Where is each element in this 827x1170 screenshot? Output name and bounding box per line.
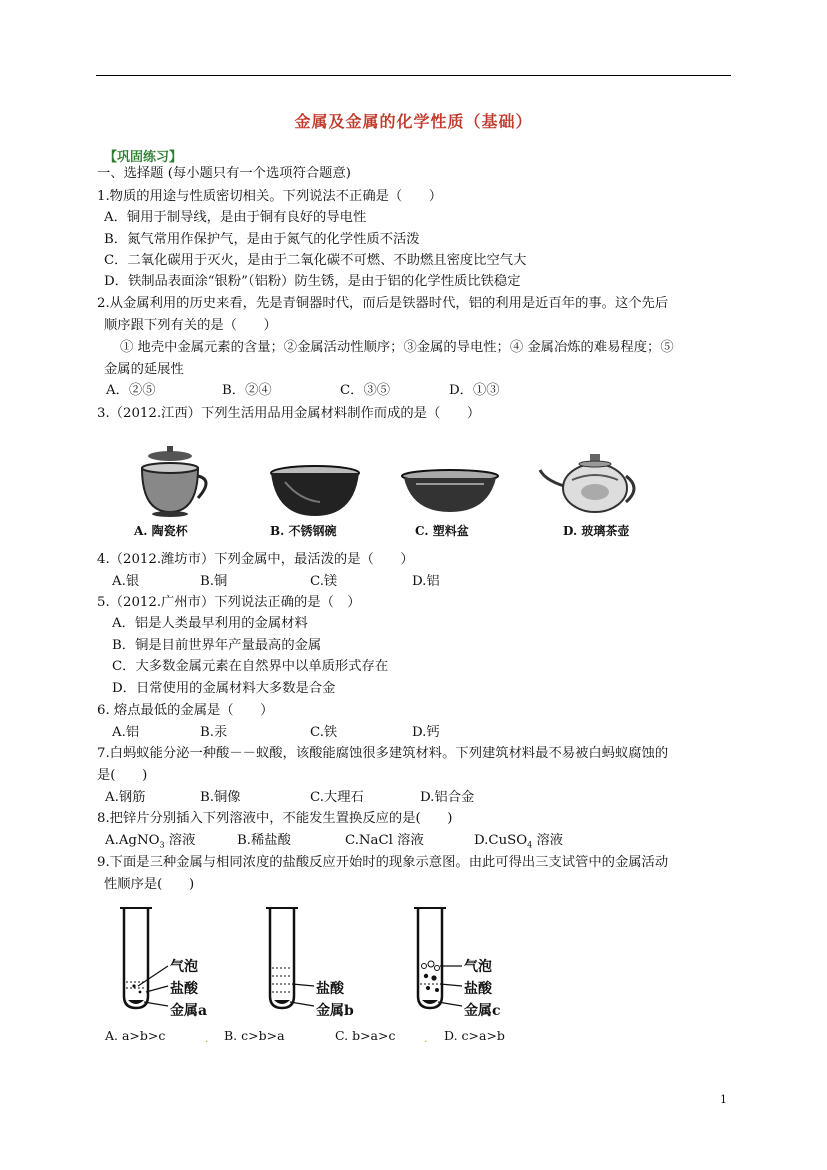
q7-option-a: A.钢筋 <box>105 790 146 805</box>
q1-option-d: D．铁制品表面涂“银粉”（铝粉）防生锈，是由于铝的化学性质比铁稳定 <box>104 274 521 289</box>
tube-a-metal-label: 金属a <box>170 1003 208 1019</box>
decorative-dot: . <box>424 1032 428 1045</box>
decorative-dot: . <box>205 1032 209 1045</box>
q5-option-d: D．日常使用的金属材料大多数是合金 <box>112 681 336 696</box>
tube-c-metal-label: 金属c <box>464 1003 501 1019</box>
q5-option-b: B．铜是目前世界年产量最高的金属 <box>112 638 322 653</box>
q7-option-d: D.铝合金 <box>420 790 475 805</box>
part-heading: 一、选择题 (每小题只有一个选项符合题意) <box>97 166 351 181</box>
page-number: 1 <box>720 1093 727 1106</box>
test-tube-c <box>414 908 462 1008</box>
q7-option-b: B.铜像 <box>200 790 241 805</box>
q2-option-b: B．②④ <box>222 383 272 398</box>
q1-option-a: A．铜用于制导线，是由于铜有良好的导电性 <box>104 210 367 225</box>
q3-caption-c: C. 塑料盆 <box>415 524 469 538</box>
q2-list-line1: ① 地壳中金属元素的含量；②金属活动性顺序；③金属的导电性；④ 金属冶炼的难易程度；⑤ <box>120 340 674 355</box>
header-rule <box>96 75 731 76</box>
test-tube-a <box>120 908 168 1008</box>
q8-option-b: B.稀盐酸 <box>237 833 291 848</box>
q9-option-a: A. a>b>c <box>105 1028 166 1043</box>
q9-stem-line2: 性顺序是( ) <box>104 877 195 892</box>
q1-stem: 1.物质的用途与性质密切相关。下列说法不正确是（ ） <box>97 189 443 204</box>
q5-option-a: A．铝是人类最早利用的金属材料 <box>112 616 308 631</box>
q5-stem: 5.（2012.广州市）下列说法正确的是（ ） <box>97 595 361 610</box>
q3-items-illustration <box>120 440 660 520</box>
q3-caption-b: B. 不锈钢碗 <box>270 524 337 538</box>
q1-option-c: C．二氧化碳用于灭火，是由于二氧化碳不可燃、不助燃且密度比空气大 <box>104 253 527 268</box>
q9-option-b: B. c>b>a <box>224 1028 285 1043</box>
q4-option-a: A.银 <box>112 574 140 589</box>
plastic-basin-icon <box>402 470 498 512</box>
page-title: 金属及金属的化学性质（基础） <box>294 112 533 131</box>
q2-option-d: D．①③ <box>449 383 500 398</box>
test-tube-b <box>266 908 314 1008</box>
q4-stem: 4.（2012.潍坊市）下列金属中，最活泼的是（ ） <box>97 552 414 567</box>
q7-stem-line1: 7.白蚂蚁能分泌一种酸－－蚁酸，该酸能腐蚀很多建筑材料。下列建筑材料最不易被白蚂蚁腐蚀的 <box>97 746 669 761</box>
q3-caption-d: D. 玻璃茶壶 <box>563 524 630 538</box>
q6-option-c: C.铁 <box>310 725 338 740</box>
tube-a-acid-label: 盐酸 <box>170 981 198 997</box>
steel-bowl-icon <box>271 466 359 516</box>
tube-c-bubble-label: 气泡 <box>464 959 492 975</box>
q9-option-c: C. b>a>c <box>335 1028 396 1043</box>
q6-stem: 6. 熔点最低的金属是（ ） <box>97 703 274 718</box>
q6-option-b: B.汞 <box>200 725 228 740</box>
q9-stem-line1: 9.下面是三种金属与相同浓度的盐酸反应开始时的现象示意图。由此可得出三支试管中的金属活动 <box>97 855 669 870</box>
q8-option-a: A.AgNO$_3$ 溶液 <box>105 833 196 850</box>
tube-a-bubble-label: 气泡 <box>170 959 198 975</box>
q6-option-d: D.钙 <box>412 725 440 740</box>
q8-stem: 8.把锌片分别插入下列溶液中，不能发生置换反应的是( ) <box>97 811 453 826</box>
q2-stem-line2: 顺序跟下列有关的是（ ） <box>104 318 277 333</box>
q8-option-d: D.CuSO$_4$ 溶液 <box>474 833 564 850</box>
tube-b-acid-label: 盐酸 <box>316 981 344 997</box>
q8-option-c: C.NaCl 溶液 <box>345 833 424 848</box>
q7-option-c: C.大理石 <box>310 790 364 805</box>
q3-caption-a: A. 陶瓷杯 <box>134 524 188 538</box>
tube-b-metal-label: 金属b <box>316 1003 354 1019</box>
q2-option-c: C．③⑤ <box>340 383 391 398</box>
q9-option-d: D. c>a>b <box>444 1028 505 1043</box>
q2-option-a: A．②⑤ <box>106 383 156 398</box>
q5-option-c: C．大多数金属元素在自然界中以单质形式存在 <box>112 659 389 674</box>
q7-stem-line2: 是( ) <box>97 768 148 783</box>
ceramic-cup-icon <box>142 446 206 517</box>
q2-list-line2: 金属的延展性 <box>104 362 184 377</box>
glass-teapot-icon <box>540 454 634 512</box>
q2-stem-line1: 2.从金属利用的历史来看，先是青铜器时代，而后是铁器时代，铝的利用是近百年的事。这个先后 <box>97 296 669 311</box>
q3-stem: 3.（2012.江西）下列生活用品用金属材料制作而成的是（ ） <box>97 406 481 421</box>
q4-option-b: B.铜 <box>200 574 228 589</box>
tube-c-acid-label: 盐酸 <box>464 981 492 997</box>
q4-option-d: D.铝 <box>412 574 440 589</box>
q4-option-c: C.镁 <box>310 574 338 589</box>
section-heading: 【巩固练习】 <box>104 150 183 165</box>
q1-option-b: B．氮气常用作保护气，是由于氮气的化学性质不活泼 <box>104 232 420 247</box>
q6-option-a: A.铝 <box>112 725 140 740</box>
